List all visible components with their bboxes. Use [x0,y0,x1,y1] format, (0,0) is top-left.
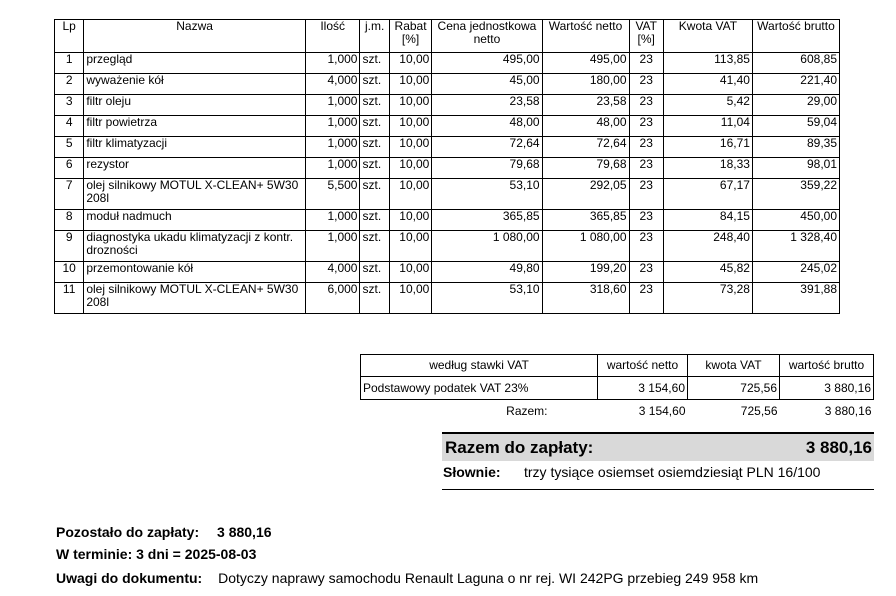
cell-rabat: 10,00 [389,137,431,158]
vat-sum-netto: 3 154,60 [638,403,686,418]
cell-lp: 6 [55,158,84,179]
cell-netto: 365,85 [542,210,629,231]
cell-vat: 23 [629,53,663,74]
header-kwota-vat: Kwota VAT [663,20,752,53]
cell-cena: 79,68 [432,158,542,179]
cell-rabat: 10,00 [389,158,431,179]
cell-netto: 180,00 [542,74,629,95]
vat-rate-brutto: 3 880,16 [780,377,874,400]
cell-kwota: 16,71 [663,137,752,158]
cell-kwota: 18,33 [663,158,752,179]
cell-lp: 5 [55,137,84,158]
cell-kwota: 11,04 [663,116,752,137]
cell-lp: 2 [55,74,84,95]
cell-ilosc: 1,000 [305,210,360,231]
cell-lp: 10 [55,262,84,283]
cell-vat: 23 [629,179,663,210]
header-rabat-line2: [%] [401,32,420,46]
cell-kwota: 73,28 [663,283,752,314]
cell-nazwa: diagnostyka ukadu klimatyzacji z kontr. drozności [84,231,306,262]
cell-rabat: 10,00 [389,116,431,137]
vat-rate-row [361,377,874,400]
table-row [55,137,840,158]
header-cena-line1: Cena jednostkowa [437,19,537,33]
vat-sum-label: Razem: [506,403,548,418]
cell-jm: szt. [360,262,389,283]
cell-lp: 3 [55,95,84,116]
total-label: Razem do zapłaty: [445,438,594,457]
remaining-value: 3 880,16 [217,524,272,540]
vat-rate-name: Podstawowy podatek VAT 23% [361,377,598,400]
cell-jm: szt. [360,74,389,95]
cell-cena: 1 080,00 [432,231,542,262]
cell-vat: 23 [629,158,663,179]
cell-brutto: 89,35 [752,137,839,158]
cell-brutto: 450,00 [752,210,839,231]
cell-cena: 495,00 [432,53,542,74]
cell-jm: szt. [360,53,389,74]
cell-kwota: 84,15 [663,210,752,231]
header-rabat [389,20,431,53]
cell-netto: 292,05 [542,179,629,210]
words-label: Słownie: [443,464,501,480]
cell-ilosc: 4,000 [305,74,360,95]
table-row [55,283,840,314]
cell-rabat: 10,00 [389,74,431,95]
header-vat-line2: [%] [637,32,655,46]
cell-kwota: 41,40 [663,74,752,95]
cell-nazwa: olej silnikowy MOTUL X-CLEAN+ 5W30 208l [84,283,306,314]
vat-rate-netto: 3 154,60 [598,377,688,400]
cell-jm: szt. [360,137,389,158]
cell-ilosc: 1,000 [305,53,360,74]
cell-lp: 11 [55,283,84,314]
notes-value: Dotyczy naprawy samochodu Renault Laguna o nr rej. WI 242PG przebieg 249 958 km [218,570,759,586]
header-vat-line1: VAT [635,19,657,33]
cell-cena: 48,00 [432,116,542,137]
cell-ilosc: 1,000 [305,231,360,262]
cell-cena: 53,10 [432,283,542,314]
total-value: 3 880,16 [805,438,872,457]
cell-rabat: 10,00 [389,179,431,210]
table-row [55,116,840,137]
cell-brutto: 1 328,40 [752,231,839,262]
header-rabat-line1: Rabat [394,19,427,33]
cell-jm: szt. [360,116,389,137]
cell-brutto: 98,01 [752,158,839,179]
header-cena [432,20,542,53]
cell-vat: 23 [629,116,663,137]
remaining-label: Pozostało do zapłaty: [56,524,200,540]
amount-in-words [442,463,874,490]
cell-nazwa: filtr oleju [84,95,306,116]
cell-kwota: 248,40 [663,231,752,262]
cell-rabat: 10,00 [389,283,431,314]
vat-header-kwota: kwota VAT [688,355,780,377]
header-jm: j.m. [360,20,389,53]
cell-brutto: 59,04 [752,116,839,137]
cell-nazwa: olej silnikowy MOTUL X-CLEAN+ 5W30 208l [84,179,306,210]
cell-jm: szt. [360,283,389,314]
cell-netto: 48,00 [542,116,629,137]
cell-brutto: 359,22 [752,179,839,210]
cell-kwota: 113,85 [663,53,752,74]
cell-ilosc: 5,500 [305,179,360,210]
header-cena-line2: netto [473,32,501,46]
cell-netto: 79,68 [542,158,629,179]
payment-term [56,546,256,562]
table-row [55,74,840,95]
cell-cena: 53,10 [432,179,542,210]
header-nazwa: Nazwa [84,20,306,53]
cell-nazwa: moduł nadmuch [84,210,306,231]
cell-cena: 49,80 [432,262,542,283]
remaining-to-pay [56,524,272,540]
cell-cena: 72,64 [432,137,542,158]
cell-jm: szt. [360,95,389,116]
cell-rabat: 10,00 [389,231,431,262]
cell-kwota: 5,42 [663,95,752,116]
document-notes [56,570,758,586]
cell-vat: 23 [629,95,663,116]
cell-jm: szt. [360,179,389,210]
cell-vat: 23 [629,231,663,262]
cell-netto: 318,60 [542,283,629,314]
cell-cena: 23,58 [432,95,542,116]
cell-vat: 23 [629,283,663,314]
cell-brutto: 245,02 [752,262,839,283]
cell-rabat: 10,00 [389,95,431,116]
cell-ilosc: 6,000 [305,283,360,314]
cell-jm: szt. [360,210,389,231]
cell-nazwa: przegląd [84,53,306,74]
cell-lp: 8 [55,210,84,231]
vat-rate-kwota: 725,56 [688,377,780,400]
vat-header-brutto: wartość brutto [780,355,874,377]
cell-kwota: 45,82 [663,262,752,283]
header-netto: Wartość netto [542,20,629,53]
cell-brutto: 391,88 [752,283,839,314]
cell-nazwa: wyważenie kół [84,74,306,95]
header-vat [629,20,663,53]
cell-brutto: 29,00 [752,95,839,116]
cell-netto: 1 080,00 [542,231,629,262]
cell-vat: 23 [629,137,663,158]
header-lp: Lp [55,20,84,53]
cell-cena: 365,85 [432,210,542,231]
table-row [55,158,840,179]
vat-header-netto: wartość netto [598,355,688,377]
cell-lp: 9 [55,231,84,262]
total-to-pay [442,432,874,461]
notes-label: Uwagi do dokumentu: [56,570,203,586]
cell-ilosc: 1,000 [305,95,360,116]
cell-ilosc: 1,000 [305,137,360,158]
header-ilosc: Ilość [305,20,360,53]
cell-nazwa: filtr powietrza [84,116,306,137]
table-row [55,210,840,231]
cell-brutto: 608,85 [752,53,839,74]
cell-rabat: 10,00 [389,262,431,283]
table-row [55,231,840,262]
cell-brutto: 221,40 [752,74,839,95]
cell-vat: 23 [629,74,663,95]
invoice-items-table [54,19,840,314]
header-brutto: Wartość brutto [752,20,839,53]
cell-ilosc: 4,000 [305,262,360,283]
vat-header-row [361,355,874,377]
cell-rabat: 10,00 [389,210,431,231]
table-row [55,95,840,116]
vat-sum-kwota: 725,56 [740,403,778,418]
table-row [55,262,840,283]
vat-header-stawka: według stawki VAT [361,355,598,377]
cell-lp: 4 [55,116,84,137]
vat-summary-table [360,354,874,422]
vat-sum-brutto: 3 880,16 [824,403,872,418]
cell-kwota: 67,17 [663,179,752,210]
cell-netto: 72,64 [542,137,629,158]
table-row [55,179,840,210]
table-row [55,53,840,74]
cell-cena: 45,00 [432,74,542,95]
cell-netto: 23,58 [542,95,629,116]
cell-rabat: 10,00 [389,53,431,74]
cell-ilosc: 1,000 [305,116,360,137]
cell-nazwa: filtr klimatyzacji [84,137,306,158]
cell-jm: szt. [360,231,389,262]
cell-nazwa: rezystor [84,158,306,179]
payment-term-text: W terminie: 3 dni = 2025-08-03 [56,546,257,562]
cell-vat: 23 [629,210,663,231]
items-header-row [55,20,840,53]
cell-netto: 199,20 [542,262,629,283]
cell-lp: 7 [55,179,84,210]
cell-ilosc: 1,000 [305,158,360,179]
cell-netto: 495,00 [542,53,629,74]
cell-lp: 1 [55,53,84,74]
cell-jm: szt. [360,158,389,179]
words-value: trzy tysiące osiemset osiemdziesiąt PLN 16/100 [524,464,821,480]
cell-vat: 23 [629,262,663,283]
cell-nazwa: przemontowanie kół [84,262,306,283]
vat-sum-row [361,400,874,423]
